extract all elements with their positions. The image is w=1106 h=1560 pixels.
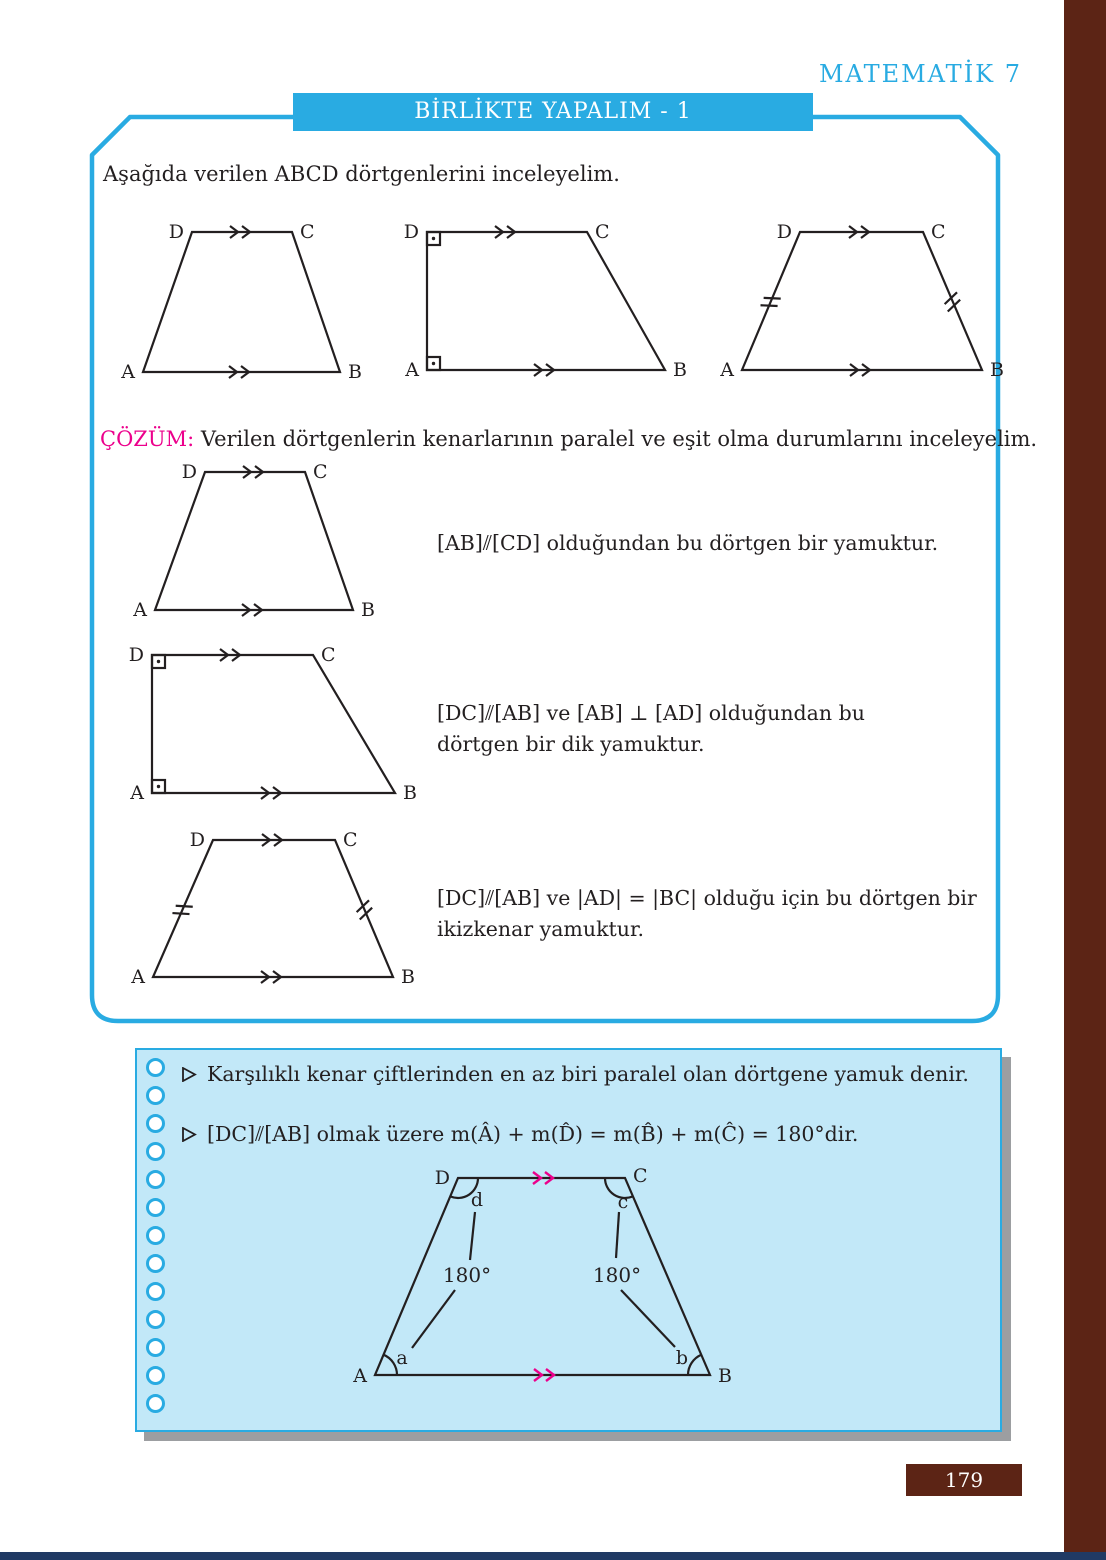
vertex-label: C [633,1165,648,1187]
bottom-edge-bar [0,1552,1106,1560]
note-bullet [182,1122,972,1147]
leader-line [621,1290,675,1347]
vertex-label: B [673,359,687,381]
vertex-label: C [313,461,328,483]
binding-hole-icon [146,1226,165,1245]
solution-heading [100,427,1037,451]
figure-isosceles-trapezoid-solution [120,822,420,994]
angle-arc-icon [688,1355,701,1375]
vertex-label: A [405,359,419,381]
vertex-label: B [403,782,417,804]
vertex-label: B [348,361,362,383]
right-edge-bar [1064,0,1106,1554]
figure-trapezoid-1 [110,210,380,390]
figure-right-trapezoid-1 [400,210,700,390]
page-number: 179 [906,1464,1022,1496]
vertex-label: A [121,361,135,383]
vertex-label: D [776,221,792,243]
binding-hole-icon [146,1338,165,1357]
figure-angle-sum-trapezoid [340,1160,760,1400]
binding-hole-icon [146,1086,165,1105]
vertex-label: B [401,966,415,988]
vertex-label: C [300,221,315,243]
binding-hole-icon [146,1058,165,1077]
binding-hole-icon [146,1254,165,1273]
solution-label: ÇÖZÜM: [100,427,195,451]
vertex-label: D [168,221,184,243]
vertex-label: C [931,221,946,243]
bullet-arrow-icon [182,1127,197,1142]
banner-title: BİRLİKTE YAPALIM - 1 [293,93,813,131]
note-bullet-text: [DC]⫽[AB] olmak üzere m(Â) + m(D̂) = m(B̂) + m(Ĉ) = 180°dir. [207,1122,859,1146]
bullet-arrow-icon [182,1067,197,1082]
vertex-label: A [130,782,144,804]
binding-hole-icon [146,1170,165,1189]
angle-label: b [675,1347,689,1369]
problem-intro: Aşağıda verilen ABCD dörtgenlerini inceleyelim. [103,162,620,186]
vertex-label: C [595,221,610,243]
leader-line [412,1290,455,1348]
note-bullet [182,1062,972,1086]
page-title: MATEMATİK 7 [818,60,1022,88]
vertex-label: B [990,359,1004,381]
figure-right-trapezoid-solution [120,635,420,813]
vertex-label: C [321,644,336,666]
angle-label: c [617,1191,629,1213]
binding-hole-icon [146,1282,165,1301]
vertex-label: A [353,1365,367,1387]
note-bullet-text: Karşılıklı kenar çiftlerinden en az biri paralel olan dörtgene yamuk denir. [207,1062,969,1086]
angle-label: d [470,1189,484,1211]
angle-label: a [396,1347,408,1369]
vertex-label: A [131,966,145,988]
angle-sum-value: 180° [442,1263,492,1287]
explanation-text: [AB]⫽[CD] olduğundan bu dörtgen bir yamuktur. [437,531,939,555]
vertex-label: A [133,599,147,621]
vertex-label: D [403,221,419,243]
figure-isosceles-trapezoid-1 [710,210,1010,390]
solution-intro: Verilen dörtgenlerin kenarlarının paralel ve eşit olma durumlarını inceleyelim. [194,427,1038,451]
leader-line [470,1212,475,1260]
binding-hole-icon [146,1142,165,1161]
binding-holes [146,1058,165,1413]
explanation-text: [DC]⫽[AB] ve |AD| = |BC| olduğu için bu dörtgen bir ikizkenar yamuktur. [437,886,977,941]
vertex-label: A [720,359,734,381]
vertex-label: C [343,829,358,851]
explanation-text: [DC]⫽[AB] ve [AB] ⊥ [AD] olduğundan bu dörtgen bir dik yamuktur. [437,701,865,756]
binding-hole-icon [146,1394,165,1413]
vertex-label: B [361,599,375,621]
vertex-label: D [189,829,205,851]
leader-line [616,1212,619,1258]
vertex-label: D [434,1167,450,1189]
binding-hole-icon [146,1114,165,1133]
angle-arc-icon [384,1355,398,1375]
vertex-label: B [718,1365,732,1387]
binding-hole-icon [146,1310,165,1329]
vertex-label: D [181,461,197,483]
binding-hole-icon [146,1198,165,1217]
figure-trapezoid-solution [120,455,390,627]
angle-sum-value: 180° [592,1263,642,1287]
binding-hole-icon [146,1366,165,1385]
vertex-label: D [128,644,144,666]
